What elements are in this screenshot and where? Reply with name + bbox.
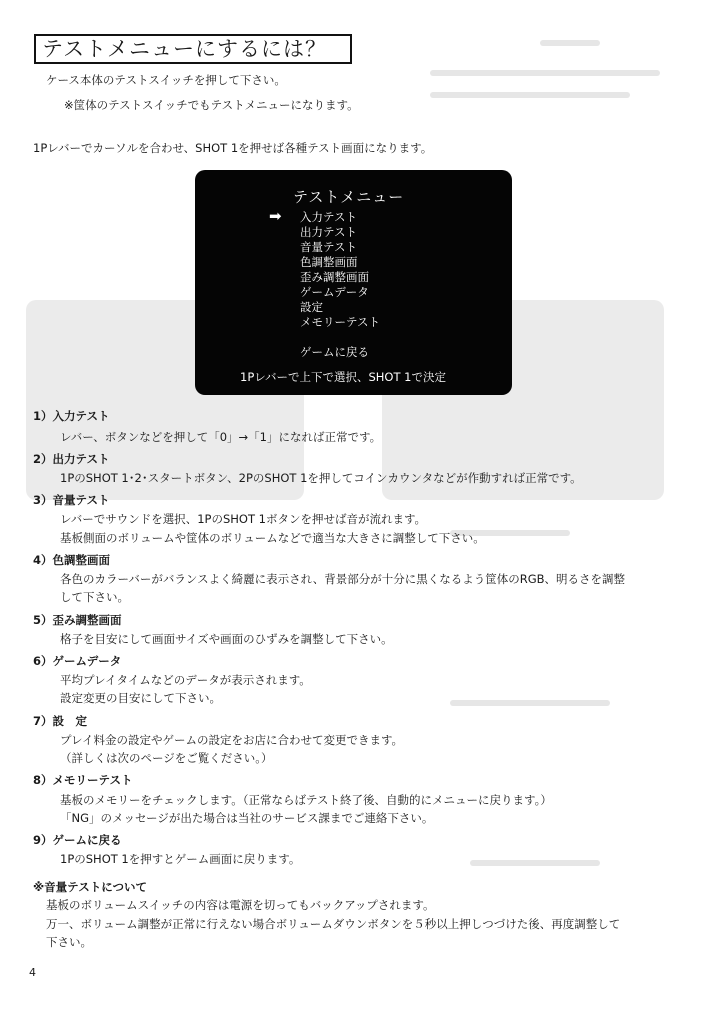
note-text: 基板のボリュームスイッチの内容は電源を切ってもバックアップされます。	[46, 898, 435, 912]
section-text: 1PのSHOT 1･2･スタートボタン、2PのSHOT 1を押してコインカウンタなどが作動すれば正常です。	[60, 471, 582, 485]
bleed-through-text	[430, 92, 630, 98]
menu-item-return-to-game[interactable]: ゲームに戻る	[300, 345, 369, 359]
note-text: 万一、ボリューム調整が正常に行えない場合ボリュームダウンボタンを５秒以上押しつづけた後、再度調整して	[46, 917, 621, 931]
menu-title: テストメニュー	[293, 188, 405, 206]
section-heading: 7）設 定	[33, 714, 88, 728]
section-text: 各色のカラーバーがバランスよく綺麗に表示され、背景部分が十分に黒くなるよう筐体のRGB、明るさを調整	[60, 572, 626, 586]
section-heading: 9）ゲームに戻る	[33, 833, 122, 847]
section-heading: 1）入力テスト	[33, 409, 110, 423]
menu-item-output-test[interactable]: 出力テスト	[300, 225, 358, 239]
menu-list	[300, 210, 380, 330]
section-text: 「NG」のメッセージが出た場合は当社のサービス課までご連絡下さい。	[60, 811, 434, 825]
section-heading: 6）ゲームデータ	[33, 654, 122, 668]
bleed-through-text	[430, 70, 660, 76]
section-heading: 8）メモリーテスト	[33, 773, 133, 787]
menu-help-text: 1Pレバーで上下で選択、SHOT 1で決定	[240, 370, 446, 384]
menu-item-volume-test[interactable]: 音量テスト	[300, 240, 358, 254]
bleed-through-text	[540, 40, 600, 46]
bleed-through-text	[450, 700, 610, 706]
section-heading: 5）歪み調整画面	[33, 613, 122, 627]
menu-item-distortion-adjust[interactable]: 歪み調整画面	[300, 270, 369, 284]
section-text: 平均プレイタイムなどのデータが表示されます。	[60, 673, 311, 687]
section-heading: 4）色調整画面	[33, 553, 111, 567]
section-text: 基板側面のボリュームや筐体のボリュームなどで適当な大きさに調整して下さい。	[60, 531, 485, 545]
test-menu-screen	[195, 170, 512, 395]
page-title: テストメニューにするには？	[34, 34, 352, 64]
section-text: レバーでサウンドを選択、1PのSHOT 1ボタンを押せば音が流れます。	[60, 512, 427, 526]
intro-text: ケース本体のテストスイッチを押して下さい。	[46, 73, 286, 87]
bleed-through-text	[470, 860, 600, 866]
menu-item-memory-test[interactable]: メモリーテスト	[300, 315, 381, 329]
menu-item-input-test[interactable]: 入力テスト	[300, 210, 358, 224]
right-arrow-icon: ➡	[269, 207, 282, 225]
section-text: 1PのSHOT 1を押すとゲーム画面に戻ります。	[60, 852, 301, 866]
lead-text: 1Pレバーでカーソルを合わせ、SHOT 1を押せば各種テスト画面になります。	[33, 141, 433, 155]
section-text: 基板のメモリーをチェックします。（正常ならばテスト終了後、自動的にメニューに戻ります。）	[60, 793, 552, 807]
section-text: 設定変更の目安にして下さい。	[60, 691, 221, 705]
section-text: プレイ料金の設定やゲームの設定をお店に合わせて変更できます。	[60, 733, 404, 747]
note-text: 下さい。	[46, 935, 92, 949]
intro-note: ※筐体のテストスイッチでもテストメニューになります。	[64, 98, 359, 112]
section-text: 格子を目安にして画面サイズや画面のひずみを調整して下さい。	[60, 632, 393, 646]
page-number: 4	[29, 966, 36, 979]
section-text: （詳しくは次のページをご覧ください。）	[60, 751, 273, 765]
section-text: レバー、ボタンなどを押して「0」→「1」になれば正常です。	[60, 430, 382, 444]
section-heading: 2）出力テスト	[33, 452, 110, 466]
menu-item-game-data[interactable]: ゲームデータ	[300, 285, 369, 299]
menu-item-color-adjust[interactable]: 色調整画面	[300, 255, 358, 269]
section-text: して下さい。	[60, 590, 129, 604]
section-heading: 3）音量テスト	[33, 493, 110, 507]
note-heading: ※音量テストについて	[33, 880, 147, 894]
menu-item-settings[interactable]: 設定	[300, 300, 323, 314]
